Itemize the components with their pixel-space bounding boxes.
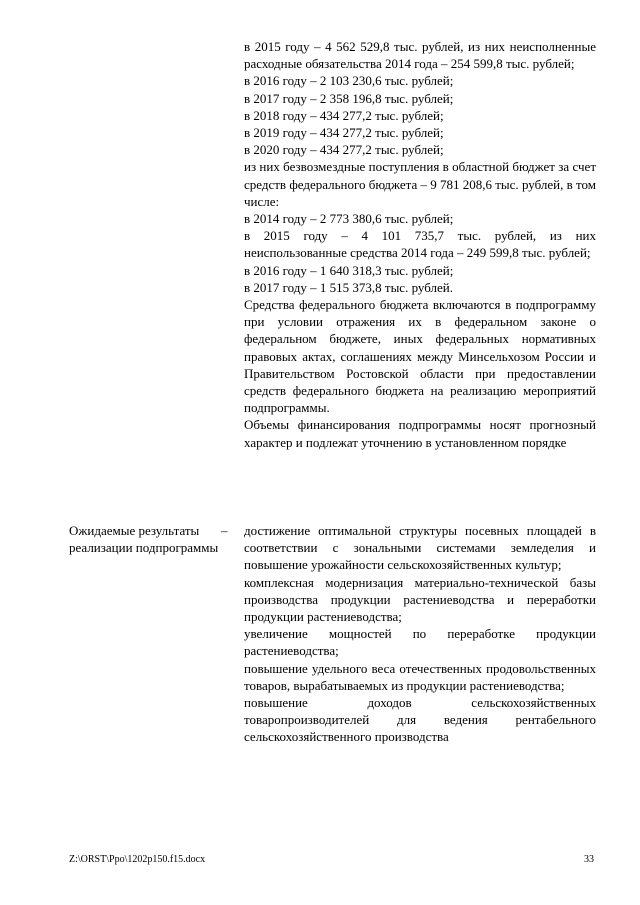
- funding-paragraph: Объемы финансирования подпрограммы носят прогнозный характер и подлежат уточнению в установленном порядке: [244, 417, 596, 450]
- funding-paragraph: Средства федерального бюджета включаются в подпрограмму при условии отражения их в федеральном законе о федеральном бюджете, иных федеральных нормативных правовых актах, соглашениях между Минсельхозом России и Правительством Ростовской области при предоставлении средств федерального бюджета на реализацию мероприятий подпрограммы.: [244, 297, 596, 416]
- result-item: достижение оптимальной структуры посевных площадей в соответствии с зональными системами земледелия и повышение урожайности сельскохозяйственных культур;: [244, 523, 596, 573]
- funding-paragraph: в 2014 году – 2 773 380,6 тыс. рублей;: [244, 211, 454, 227]
- funding-paragraph: в 2017 году – 1 515 373,8 тыс. рублей.: [244, 279, 453, 295]
- results-dash: –: [221, 523, 228, 538]
- funding-paragraph: в 2018 году – 434 277,2 тыс. рублей;: [244, 107, 444, 123]
- result-item: комплексная модернизация материально-технической базы производства продукции растениеводства и переработки продукции растениеводства;: [244, 574, 596, 625]
- page-number: 33: [584, 854, 594, 865]
- funding-text-block: [244, 38, 596, 451]
- funding-paragraph: в 2015 году – 4 562 529,8 тыс. рублей, из них неисполненные расходные обязательства 2014 года – 254 599,8 тыс. рублей;: [244, 39, 596, 72]
- funding-paragraph: в 2015 году – 4 101 735,7 тыс. рублей, из них неиспользованные средства 2014 года – 249 599,8 тыс. рублей;: [244, 228, 596, 261]
- results-label: Ожидаемые результаты реализации подпрограммы: [69, 523, 219, 556]
- funding-paragraph: в 2016 году – 1 640 318,3 тыс. рублей;: [244, 262, 454, 278]
- funding-paragraph: в 2017 году – 2 358 196,8 тыс. рублей;: [244, 90, 454, 106]
- result-item: повышение удельного веса отечественных продовольственных товаров, вырабатываемых из продукции растениеводства;: [244, 660, 596, 693]
- result-item: повышение доходов сельскохозяйственных товаропроизводителей для ведения рентабельного сельскохозяйственного производства: [244, 695, 596, 745]
- results-text-block: [244, 522, 596, 746]
- result-item: увеличение мощностей по переработке продукции растениеводства;: [244, 626, 596, 659]
- funding-paragraph: в 2016 году – 2 103 230,6 тыс. рублей;: [244, 73, 454, 89]
- results-label-cell: [69, 522, 229, 556]
- funding-paragraph: в 2019 году – 434 277,2 тыс. рублей;: [244, 125, 444, 141]
- funding-paragraph: в 2020 году – 434 277,2 тыс. рублей;: [244, 142, 444, 158]
- funding-paragraph: из них безвозмездные поступления в областной бюджет за счет средств федерального бюджета – 9 781 208,6 тыс. рублей, в том числе:: [244, 159, 596, 209]
- footer-file-path: Z:\ORST\Ppo\1202p150.f15.docx: [69, 854, 206, 865]
